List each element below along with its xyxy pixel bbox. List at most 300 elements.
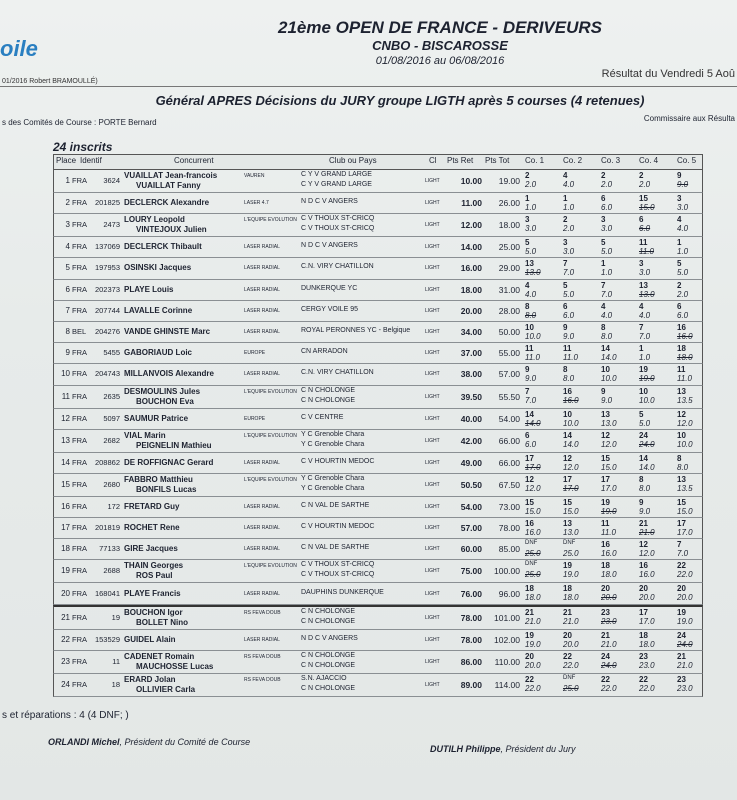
cell-ret: 86.00 <box>460 657 482 668</box>
race-rank: DNF <box>525 540 538 547</box>
race-points: 20.0 <box>639 593 655 603</box>
race-rank: 23 <box>601 607 610 617</box>
race-points: 20.0 <box>563 639 579 649</box>
race-points: 14.0 <box>563 439 579 449</box>
race-rank: 23 <box>677 675 686 685</box>
cell-club: C V THOUX ST-CRICQ <box>301 561 375 569</box>
cell-place: 22 <box>61 634 70 644</box>
cell-boat: VAUREN <box>244 173 265 179</box>
race-rank: 23 <box>639 652 648 662</box>
race-rank: 12 <box>639 540 648 550</box>
cell-club: S.N. AJACCIO <box>301 675 347 683</box>
cell-num: 19 <box>111 612 120 622</box>
cell-place: 12 <box>61 413 70 423</box>
race-rank: 22 <box>677 561 686 571</box>
race-points: 4.0 <box>639 310 651 320</box>
discarded-score: 18.0 <box>677 353 693 363</box>
cell-nat: FRA <box>72 501 87 511</box>
table-row <box>53 605 703 630</box>
cell-boat: L'EQUIPE EVOLUTION <box>244 432 297 439</box>
table-row <box>53 343 703 364</box>
cell-cl: LIGHT <box>425 222 440 229</box>
result-date: Résultat du Vendredi 5 Aoû <box>601 68 735 80</box>
cell-name: LAVALLE Corinne <box>124 305 193 315</box>
race-rank: 17 <box>601 474 610 484</box>
cell-ret: 39.50 <box>460 391 482 402</box>
race-rank: 19 <box>563 561 572 571</box>
race-rank: 4 <box>677 215 682 225</box>
table-body <box>53 170 703 697</box>
race-points: 3.0 <box>639 268 651 278</box>
table-row <box>53 214 703 237</box>
cell-name: CADENET Romain <box>124 652 195 662</box>
race-points: 23.0 <box>677 684 693 694</box>
cell-num: 2680 <box>103 479 120 489</box>
cell-club: C N CHOLONGE <box>301 396 356 404</box>
cell-name: DESMOULINS Jules <box>124 386 201 396</box>
race-points: 10.0 <box>601 374 617 384</box>
cell-club: C N CHOLONGE <box>301 617 356 625</box>
cell-num: 18 <box>111 680 120 690</box>
race-rank: 1 <box>639 344 644 354</box>
discarded-score: 13.0 <box>525 268 541 278</box>
race-rank: 13 <box>563 519 572 529</box>
race-rank: 19 <box>639 365 648 375</box>
cell-boat: LASER RADIAL <box>244 459 280 466</box>
general-title: Général APRES Décisions du JURY groupe LIGTH après 5 courses (4 retenues) <box>155 93 645 108</box>
race-points: 22.0 <box>525 684 541 694</box>
race-rank: 12 <box>677 409 686 419</box>
cell-name: BOUCHON Igor <box>124 607 183 617</box>
race-rank: DNF <box>525 561 538 568</box>
race-rank: 22 <box>563 652 572 662</box>
cell-num: 11 <box>112 657 120 667</box>
cell-nat: FRA <box>72 435 87 445</box>
race-rank: 4 <box>563 171 568 180</box>
cell-num: 137069 <box>94 242 120 252</box>
race-rank: 21 <box>563 607 572 617</box>
cell-ret: 78.00 <box>460 612 482 623</box>
race-points: 4.0 <box>525 289 537 299</box>
cell-nat: FRA <box>72 348 87 358</box>
race-points: 1.0 <box>639 353 651 363</box>
col-co2: Co. 2 <box>563 156 583 165</box>
race-rank: 9 <box>525 365 530 375</box>
cell-nat: FRA <box>72 544 87 554</box>
race-points: 1.0 <box>601 268 613 278</box>
cell-name: PLAYE Louis <box>124 284 174 294</box>
cell-club: C N VAL DE SARTHE <box>301 501 370 509</box>
cell-club: CERGY VOILE 95 <box>301 305 359 313</box>
cell-tot: 26.00 <box>498 198 520 209</box>
cell-num: 153529 <box>94 634 120 644</box>
race-points: 4.0 <box>563 180 575 189</box>
cell-tot: 114.00 <box>494 680 520 691</box>
cell-ret: 54.00 <box>460 501 482 512</box>
cell-ret: 38.00 <box>460 369 482 380</box>
cell-ret: 37.00 <box>460 348 482 359</box>
table-row <box>53 497 703 518</box>
race-rank: 16 <box>601 540 610 550</box>
cell-place: 1 <box>65 176 70 185</box>
race-points: 16.0 <box>525 528 541 538</box>
race-points: 6.0 <box>601 203 613 212</box>
cell-name2: VUAILLAT Fanny <box>136 181 201 190</box>
race-rank: 1 <box>677 238 682 248</box>
race-points: 17.0 <box>677 528 693 538</box>
race-points: 16.0 <box>601 549 617 559</box>
cell-boat: LASER RADIAL <box>244 244 280 251</box>
race-points: 8.0 <box>563 374 575 384</box>
table-row <box>53 237 703 258</box>
cell-club: C Y V GRAND LARGE <box>301 171 372 178</box>
cell-tot: 96.00 <box>498 588 520 599</box>
race-rank: 1 <box>525 194 530 203</box>
race-rank: 14 <box>563 430 572 440</box>
cell-boat: LASER RADIAL <box>244 286 280 293</box>
race-rank: 21 <box>525 607 534 617</box>
race-points: 19.0 <box>563 570 579 580</box>
race-points: 18.0 <box>563 593 579 603</box>
cell-nat: FRA <box>72 198 87 208</box>
cell-nat: FRA <box>72 457 87 467</box>
race-rank: 15 <box>677 497 686 507</box>
cell-name: FABBRO Matthieu <box>124 474 193 484</box>
race-rank: 3 <box>677 194 682 203</box>
cell-cl: LIGHT <box>425 590 440 597</box>
cell-place: 15 <box>61 479 70 489</box>
race-points: 6.0 <box>563 310 575 320</box>
cell-cl: LIGHT <box>425 437 440 444</box>
table-row <box>53 170 703 193</box>
results-table <box>53 154 703 697</box>
race-rank: 20 <box>525 652 534 662</box>
cell-nat: FRA <box>72 479 87 489</box>
cell-boat: L'EQUIPE EVOLUTION <box>244 388 297 395</box>
cell-ret: 14.00 <box>460 242 482 253</box>
race-points: 6.0 <box>677 310 689 320</box>
col-co4: Co. 4 <box>639 156 659 165</box>
cell-num: 2473 <box>103 220 120 230</box>
cell-num: 77133 <box>99 544 120 554</box>
cell-nat: FRA <box>72 657 87 667</box>
cell-tot: 55.50 <box>498 391 520 402</box>
race-rank: 3 <box>563 238 568 248</box>
cell-name: GIRE Jacques <box>124 544 178 554</box>
cell-name: VANDE GHINSTE Marc <box>124 327 211 337</box>
cell-tot: 54.00 <box>498 413 520 424</box>
race-officer-signature: ORLANDI Michel, Président du Comité de Course <box>48 737 251 747</box>
race-rank: 10 <box>525 322 534 332</box>
race-rank: 13 <box>525 259 534 269</box>
cell-club: Y C Grenoble Chara <box>301 484 365 492</box>
cell-club: N D C V ANGERS <box>301 242 358 250</box>
race-rank: 13 <box>677 474 686 484</box>
discarded-score: 21.0 <box>639 528 655 538</box>
race-rank: 7 <box>563 259 568 269</box>
cell-club: Y C Grenoble Chara <box>301 430 365 438</box>
cell-name2: BOLLET Nino <box>136 617 188 627</box>
table-row <box>53 651 703 674</box>
race-rank: 4 <box>639 301 644 311</box>
race-rank: 2 <box>525 171 530 180</box>
race-rank: 15 <box>601 453 610 463</box>
cell-cl: LIGHT <box>425 265 440 272</box>
cell-tot: 28.00 <box>498 305 520 316</box>
race-points: 4.0 <box>677 224 689 234</box>
race-rank: 2 <box>677 280 682 290</box>
cell-tot: 102.00 <box>494 634 520 645</box>
race-points: 19.0 <box>677 616 693 626</box>
race-rank: 14 <box>601 344 610 354</box>
race-points: 2.0 <box>601 180 613 189</box>
printed-by: 01/2016 Robert BRAMOULLÉ) <box>2 78 98 85</box>
table-row <box>53 560 703 583</box>
cell-boat: LASER RADIAL <box>244 371 280 378</box>
cell-name: THAIN Georges <box>124 561 184 571</box>
cell-cl: LIGHT <box>425 459 440 466</box>
cell-num: 168041 <box>94 588 120 598</box>
cell-nat: FRA <box>72 176 87 185</box>
cell-place: 14 <box>61 457 70 467</box>
cell-ret: 34.00 <box>460 327 482 338</box>
race-rank: 5 <box>601 238 606 248</box>
race-points: 13.0 <box>601 418 617 428</box>
cell-place: 24 <box>61 680 70 690</box>
cell-num: 172 <box>107 501 120 511</box>
race-points: 12.0 <box>677 418 693 428</box>
race-rank: 6 <box>525 430 530 440</box>
cell-name: FRETARD Guy <box>124 501 180 511</box>
cell-ret: 57.00 <box>460 523 482 534</box>
cell-club: CN ARRADON <box>301 348 348 356</box>
cell-club: ROYAL PERONNES YC - Belgique <box>301 327 411 335</box>
cell-name2: MAUCHOSSE Lucas <box>136 662 214 672</box>
race-points: 22.0 <box>601 684 617 694</box>
cell-ret: 40.00 <box>460 413 482 424</box>
race-points: 1.0 <box>563 203 575 212</box>
race-points: 23.0 <box>639 661 655 671</box>
cell-boat: EUROPE <box>244 415 266 422</box>
race-points: 25.0 <box>563 549 579 559</box>
cell-cl: LIGHT <box>425 371 440 378</box>
discarded-score: 14.0 <box>525 418 541 428</box>
discarded-score: 6.0 <box>639 224 651 234</box>
cell-name2: OLLIVIER Carla <box>136 685 196 695</box>
race-points: 12.0 <box>525 483 541 493</box>
cell-ret: 20.00 <box>460 305 482 316</box>
cell-club: C.N. VIRY CHATILLON <box>301 369 374 377</box>
race-points: 18.0 <box>525 593 541 603</box>
race-points: 13.5 <box>677 395 693 405</box>
race-rank: 20 <box>601 584 610 594</box>
cell-name2: BOUCHON Eva <box>136 396 194 406</box>
table-header <box>53 154 703 170</box>
race-rank: 8 <box>639 474 644 484</box>
cell-num: 5097 <box>103 413 120 423</box>
race-rank: 5 <box>677 259 682 269</box>
table-row <box>53 630 703 652</box>
race-rank: 7 <box>525 386 530 396</box>
cell-place: 17 <box>61 523 70 533</box>
race-points: 2.0 <box>563 224 575 234</box>
race-rank: 18 <box>639 630 648 640</box>
table-row <box>53 322 703 343</box>
race-points: 22.0 <box>677 570 693 580</box>
race-points: 12.0 <box>639 549 655 559</box>
cell-boat: LASER RADIAL <box>244 265 280 272</box>
cell-cl: LIGHT <box>425 659 440 666</box>
cell-num: 3624 <box>103 176 120 185</box>
race-points: 13.0 <box>563 528 579 538</box>
race-points: 5.0 <box>525 247 537 257</box>
race-rank: 18 <box>563 584 572 594</box>
race-rank: 22 <box>601 675 610 685</box>
discarded-score: 16.0 <box>677 331 693 341</box>
table-row <box>53 674 703 697</box>
cell-name: VIAL Marin <box>124 430 166 440</box>
race-rank: 7 <box>601 280 606 290</box>
cell-cl: LIGHT <box>425 415 440 422</box>
discarded-score: 24.0 <box>677 639 693 649</box>
cell-club: N D C V ANGERS <box>301 634 358 642</box>
cell-tot: 78.00 <box>498 523 520 534</box>
cell-num: 5455 <box>103 348 120 358</box>
cell-place: 6 <box>65 284 70 294</box>
race-points: 11.0 <box>563 353 578 363</box>
race-rank: 6 <box>677 301 682 311</box>
cell-cl: LIGHT <box>425 307 440 314</box>
cell-tot: 55.00 <box>498 348 520 359</box>
race-rank: 3 <box>639 259 644 269</box>
cell-cl: LIGHT <box>425 546 440 553</box>
discarded-score: 11.0 <box>639 247 654 257</box>
race-points: 9.0 <box>639 506 651 516</box>
cell-club: C V THOUX ST-CRICQ <box>301 225 375 233</box>
col-identif: Identif <box>80 156 102 165</box>
cell-tot: 25.00 <box>498 242 520 253</box>
cell-name2: PEIGNELIN Mathieu <box>136 440 212 450</box>
col-place: Place <box>56 156 77 165</box>
race-committee: s des Comités de Course : PORTE Bernard <box>2 118 157 127</box>
race-points: 11.0 <box>677 374 692 384</box>
race-rank: 16 <box>639 561 648 571</box>
race-points: 12.0 <box>563 462 579 472</box>
cell-boat: LASER RADIAL <box>244 636 280 643</box>
race-rank: 3 <box>601 215 606 225</box>
cell-boat: LASER RADIAL <box>244 503 280 510</box>
race-rank: 9 <box>677 171 682 180</box>
race-points: 12.0 <box>601 439 617 449</box>
race-rank: 19 <box>525 630 534 640</box>
cell-cl: LIGHT <box>425 329 440 336</box>
cell-name: SAUMUR Patrice <box>124 413 189 423</box>
race-points: 21.0 <box>677 661 693 671</box>
cell-ret: 89.00 <box>460 680 482 691</box>
race-rank: 20 <box>563 630 572 640</box>
cell-name: ROCHET Rene <box>124 523 180 533</box>
race-rank: 18 <box>525 584 534 594</box>
cell-nat: FRA <box>72 284 87 294</box>
race-points: 13.5 <box>677 483 693 493</box>
race-rank: 15 <box>639 194 648 203</box>
table-row <box>53 258 703 279</box>
race-points: 21.0 <box>563 616 579 626</box>
race-rank: 13 <box>677 386 686 396</box>
cell-cl: LIGHT <box>425 636 440 643</box>
event-dates: 01/08/2016 au 06/08/2016 <box>375 55 505 67</box>
cell-name: MILLANVOIS Alexandre <box>124 369 214 379</box>
race-points: 7.0 <box>563 268 575 278</box>
cell-place: 2 <box>65 198 70 208</box>
race-rank: 5 <box>525 238 530 248</box>
cell-club: C V CENTRE <box>301 413 344 421</box>
race-points: 15.0 <box>525 506 541 516</box>
race-points: 7.0 <box>639 331 651 341</box>
table-row <box>53 430 703 453</box>
cell-boat: L'EQUIPE EVOLUTION <box>244 476 297 483</box>
race-rank: 9 <box>601 386 606 396</box>
race-rank: 17 <box>563 474 572 484</box>
race-rank: 12 <box>563 453 572 463</box>
discarded-score: 24.0 <box>601 661 617 671</box>
race-rank: 11 <box>601 519 610 529</box>
cell-num: 204276 <box>94 327 120 337</box>
cell-num: 207744 <box>94 305 120 315</box>
discarded-score: 17.0 <box>525 462 541 472</box>
cell-club: DUNKERQUE YC <box>301 284 358 292</box>
discarded-score: 25.0 <box>525 549 541 559</box>
cell-boat: RS FEVA DOUB <box>244 654 281 661</box>
cell-club: C N VAL DE SARTHE <box>301 544 370 552</box>
race-rank: 10 <box>677 430 686 440</box>
race-rank: 19 <box>677 607 686 617</box>
race-rank: 24 <box>639 430 648 440</box>
cell-cl: LIGHT <box>425 350 440 357</box>
race-points: 19.0 <box>525 639 541 649</box>
race-rank: 7 <box>639 322 644 332</box>
cell-cl: LIGHT <box>425 178 440 184</box>
race-rank: 7 <box>677 540 682 550</box>
cell-cl: LIGHT <box>425 525 440 532</box>
table-row <box>53 539 703 560</box>
race-rank: 2 <box>639 171 644 180</box>
discarded-score: 20.0 <box>601 593 617 603</box>
cell-club: C V HOURTIN MEDOC <box>301 457 375 465</box>
cell-club: C N CHOLONGE <box>301 685 356 693</box>
race-rank: 4 <box>525 280 530 290</box>
cell-cl: LIGHT <box>425 481 440 488</box>
race-points: 3.0 <box>601 224 613 234</box>
cell-tot: 100.00 <box>494 566 520 577</box>
event-title: 21ème OPEN DE FRANCE - DERIVEURS <box>277 18 603 37</box>
table-row <box>53 474 703 497</box>
cell-ret: 18.00 <box>460 284 482 295</box>
cell-place: 5 <box>65 263 70 273</box>
cell-name: GABORIAUD Loic <box>124 348 192 358</box>
cell-ret: 49.00 <box>460 457 482 468</box>
cell-place: 7 <box>65 305 70 315</box>
race-rank: 12 <box>601 430 610 440</box>
cell-tot: 31.00 <box>498 284 520 295</box>
cell-num: 2688 <box>103 566 120 576</box>
race-rank: 5 <box>563 280 568 290</box>
cell-name: GUIDEL Alain <box>124 634 176 644</box>
race-rank: 5 <box>639 409 644 419</box>
race-rank: 24 <box>601 652 610 662</box>
cell-ret: 60.00 <box>460 544 482 555</box>
race-rank: 21 <box>677 652 686 662</box>
